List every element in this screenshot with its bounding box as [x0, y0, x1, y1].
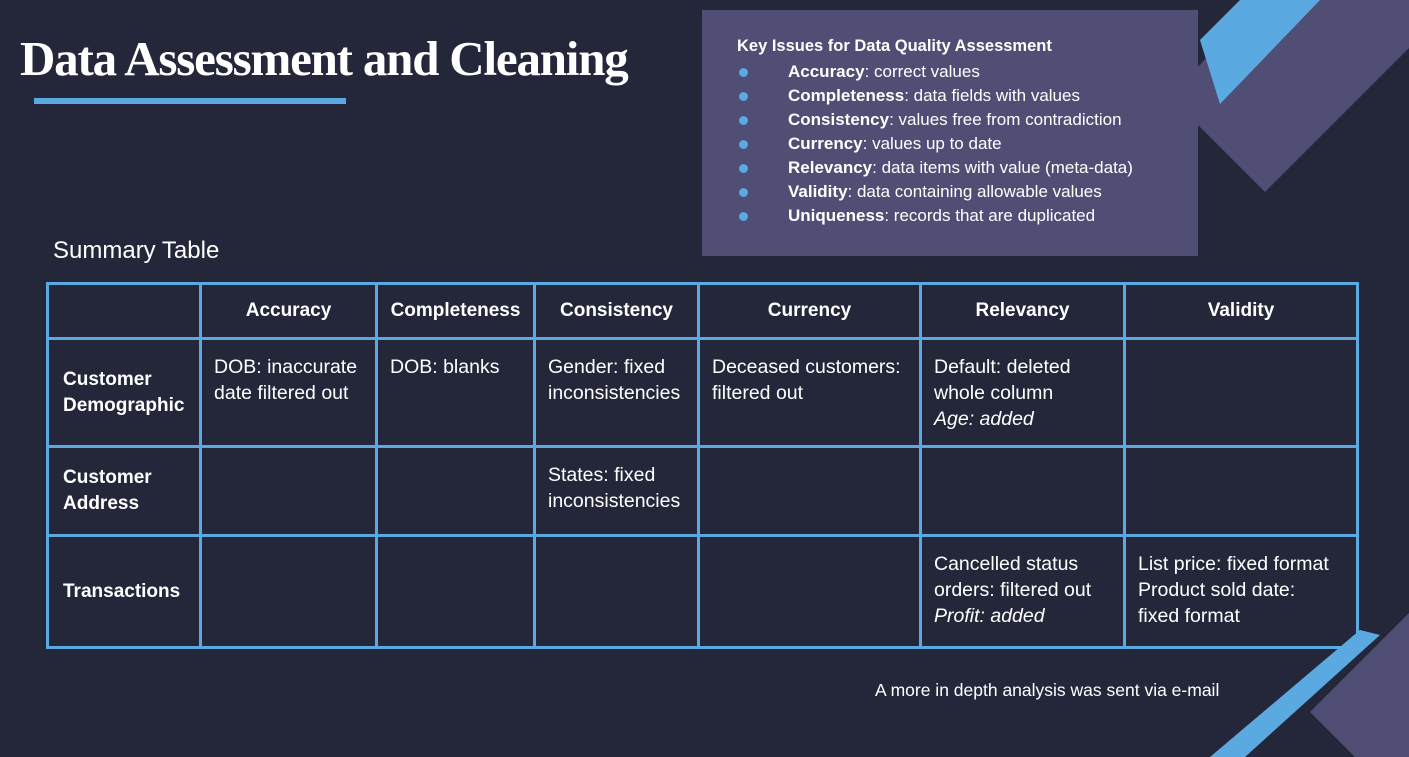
key-issues-list [737, 60, 1198, 228]
cell-text: States: fixed [548, 464, 656, 486]
bullet-icon [739, 92, 748, 101]
table-header-row [48, 284, 1358, 339]
summary-table [46, 282, 1359, 649]
cell-text: Deceased customers: [712, 356, 901, 378]
row-header [48, 536, 201, 648]
cell-text: Default: deleted [934, 356, 1071, 378]
table-row [48, 447, 1358, 536]
table-cell [699, 339, 921, 447]
bullet-icon [739, 188, 748, 197]
row-header-text: Customer [63, 368, 152, 390]
bullet-icon [739, 68, 748, 77]
key-issue-description: : data fields with values [904, 86, 1080, 105]
column-header: Relevancy [921, 284, 1125, 339]
key-issue-description: : data items with value (meta-data) [872, 158, 1133, 177]
table-cell [699, 536, 921, 648]
cell-text: Cancelled status [934, 553, 1079, 575]
cell-text: filtered out [712, 382, 804, 404]
key-issue-description: : values up to date [862, 134, 1002, 153]
key-issue-description: : correct values [864, 62, 980, 81]
row-header-text: Demographic [63, 394, 185, 416]
table-cell [377, 447, 535, 536]
key-issues-heading: Key Issues for Data Quality Assessment [737, 37, 1052, 55]
bullet-icon [739, 212, 748, 221]
table-cell [1125, 536, 1358, 648]
summary-table-label: Summary Table [53, 237, 220, 264]
cell-text: DOB: blanks [390, 356, 500, 378]
table-cell [921, 447, 1125, 536]
table-cell [1125, 339, 1358, 447]
cell-text: orders: filtered out [934, 579, 1092, 601]
cell-text: inconsistencies [548, 490, 681, 512]
bullet-icon [739, 164, 748, 173]
corner-header-cell [48, 284, 201, 339]
key-issue-item [737, 204, 1198, 228]
table-cell [535, 339, 699, 447]
key-issue-term: Completeness [788, 86, 905, 105]
row-header [48, 339, 201, 447]
table-cell [201, 339, 377, 447]
column-header: Accuracy [201, 284, 377, 339]
key-issue-term: Currency [788, 134, 863, 153]
key-issue-item [737, 132, 1198, 156]
row-header-text: Customer [63, 467, 152, 488]
cell-text: whole column [934, 382, 1054, 404]
table-cell [1125, 447, 1358, 536]
top-right-decoration [1190, 0, 1409, 200]
table-cell [921, 339, 1125, 447]
cell-text: date filtered out [214, 382, 349, 404]
key-issue-term: Accuracy [788, 62, 865, 81]
table-cell [201, 536, 377, 648]
table-cell [699, 447, 921, 536]
key-issue-item [737, 60, 1198, 84]
table-cell [377, 536, 535, 648]
bullet-icon [739, 116, 748, 125]
column-header: Consistency [535, 284, 699, 339]
key-issue-term: Validity [788, 182, 848, 201]
title-underline [34, 98, 346, 104]
key-issue-item [737, 180, 1198, 204]
key-issues-panel [702, 10, 1198, 256]
cell-text: inconsistencies [548, 382, 681, 404]
cell-text: fixed format [1138, 605, 1240, 627]
bullet-icon [739, 140, 748, 149]
cell-text: Gender: fixed [548, 356, 666, 378]
key-issue-term: Consistency [788, 110, 890, 129]
key-issue-description: : data containing allowable values [847, 182, 1102, 201]
cell-text: Profit: added [934, 605, 1045, 627]
key-issue-term: Uniqueness [788, 206, 885, 225]
table-cell [535, 447, 699, 536]
cell-text: DOB: inaccurate [214, 356, 358, 378]
row-header-text: Address [63, 493, 140, 514]
key-issue-item [737, 156, 1198, 180]
table-cell [201, 447, 377, 536]
column-header: Validity [1125, 284, 1358, 339]
column-header: Currency [699, 284, 921, 339]
column-header: Completeness [377, 284, 535, 339]
row-header-text: Transactions [63, 580, 181, 602]
key-issue-item [737, 108, 1198, 132]
table-cell [921, 536, 1125, 648]
table-row [48, 339, 1358, 447]
footnote: A more in depth analysis was sent via e-mail [875, 680, 1220, 700]
key-issue-item [737, 84, 1198, 108]
page-title: Data Assessment and Cleaning [20, 31, 628, 86]
cell-text: Age: added [934, 408, 1034, 430]
key-issue-term: Relevancy [788, 158, 873, 177]
key-issue-description: : values free from contradiction [889, 110, 1122, 129]
table-row [48, 536, 1358, 648]
table-cell [377, 339, 535, 447]
row-header [48, 447, 201, 536]
table-cell [535, 536, 699, 648]
key-issue-description: : records that are duplicated [884, 206, 1096, 225]
cell-text: List price: fixed format [1138, 553, 1329, 575]
cell-text: Product sold date: [1138, 579, 1296, 601]
